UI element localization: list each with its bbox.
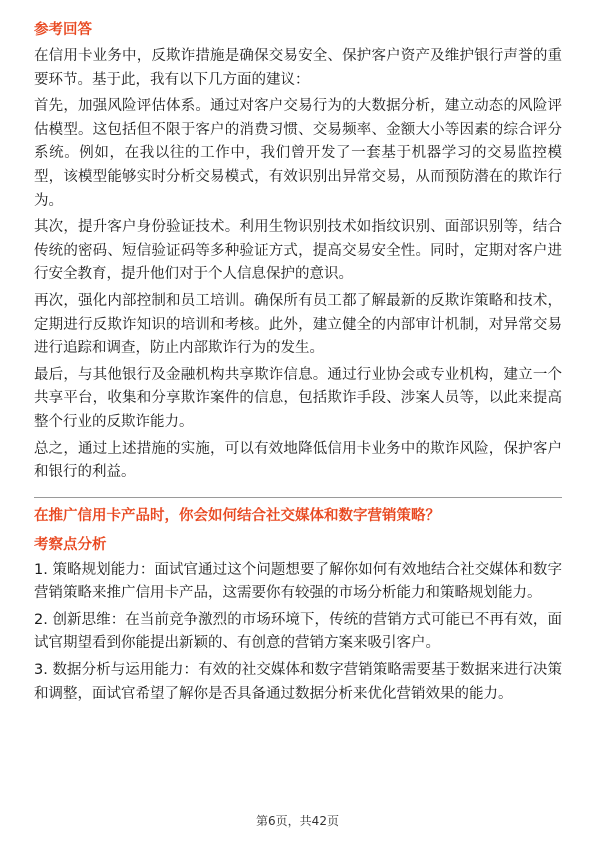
page-footer: 第6页，共42页 xyxy=(256,814,339,828)
analysis-point-data: 3. 数据分析与运用能力：有效的社交媒体和数字营销策略需要基于数据来进行决策和调整，面试官希望了解你是否具备通过数据分析来优化营销效果的能力。 xyxy=(34,662,562,702)
section-divider xyxy=(34,497,562,498)
answer-paragraph-third: 再次，强化内部控制和员工培训。确保所有员工都了解最新的反欺诈策略和技术，定期进行反欺诈知识的培训和考核。此外，建立健全的内部审计机制，对异常交易进行追踪和调查，防止内部欺诈行为的发生。 xyxy=(34,292,562,357)
answer-intro-paragraph: 在信用卡业务中，反欺诈措施是确保交易安全、保护客户资产及维护银行声誉的重要环节。基于此，我有以下几方面的建议： xyxy=(34,48,562,88)
reference-answer-heading: 参考回答 xyxy=(34,22,92,38)
answer-conclusion-paragraph: 总之，通过上述措施的实施，可以有效地降低信用卡业务中的欺诈风险，保护客户和银行的利益。 xyxy=(34,440,562,481)
analysis-heading: 考察点分析 xyxy=(34,536,107,553)
answer-paragraph-first: 首先，加强风险评估体系。通过对客户交易行为的大数据分析，建立动态的风险评估模型。这包括但不限于客户的消费习惯、交易频率、金额大小等因素的综合评分系统。例如，在我以往的工作中，我们曾开发了一套基于机器学习的交易监控模型，该模型能够实时分析交易模式，有效识别出异常交易，从而预防潜在的欺诈行为。 xyxy=(34,98,562,209)
analysis-point-strategy: 1. 策略规划能力：面试官通过这个问题想要了解你如何有效地结合社交媒体和数字营销策略来推广信用卡产品，这需要你有较强的市场分析能力和策略规划能力。 xyxy=(34,561,562,602)
analysis-point-innovation: 2. 创新思维：在当前竞争激烈的市场环境下，传统的营销方式可能已不再有效，面试官期望看到你能提出新颖的、有创意的营销方案来吸引客户。 xyxy=(34,611,562,652)
answer-paragraph-last: 最后，与其他银行及金融机构共享欺诈信息。通过行业协会或专业机构，建立一个共享平台，收集和分享欺诈案件的信息，包括欺诈手段、涉案人员等，以此来提高整个行业的反欺诈能力。 xyxy=(34,366,562,430)
document-body xyxy=(34,20,562,709)
interview-question: 在推广信用卡产品时，你会如何结合社交媒体和数字营销策略？ xyxy=(34,507,440,524)
answer-paragraph-second: 其次，提升客户身份验证技术。利用生物识别技术如指纹识别、面部识别等，结合传统的密码、短信验证码等多种验证方式，提高交易安全性。同时，定期对客户进行安全教育，提升他们对于个人信息保护的意识。 xyxy=(34,219,562,283)
